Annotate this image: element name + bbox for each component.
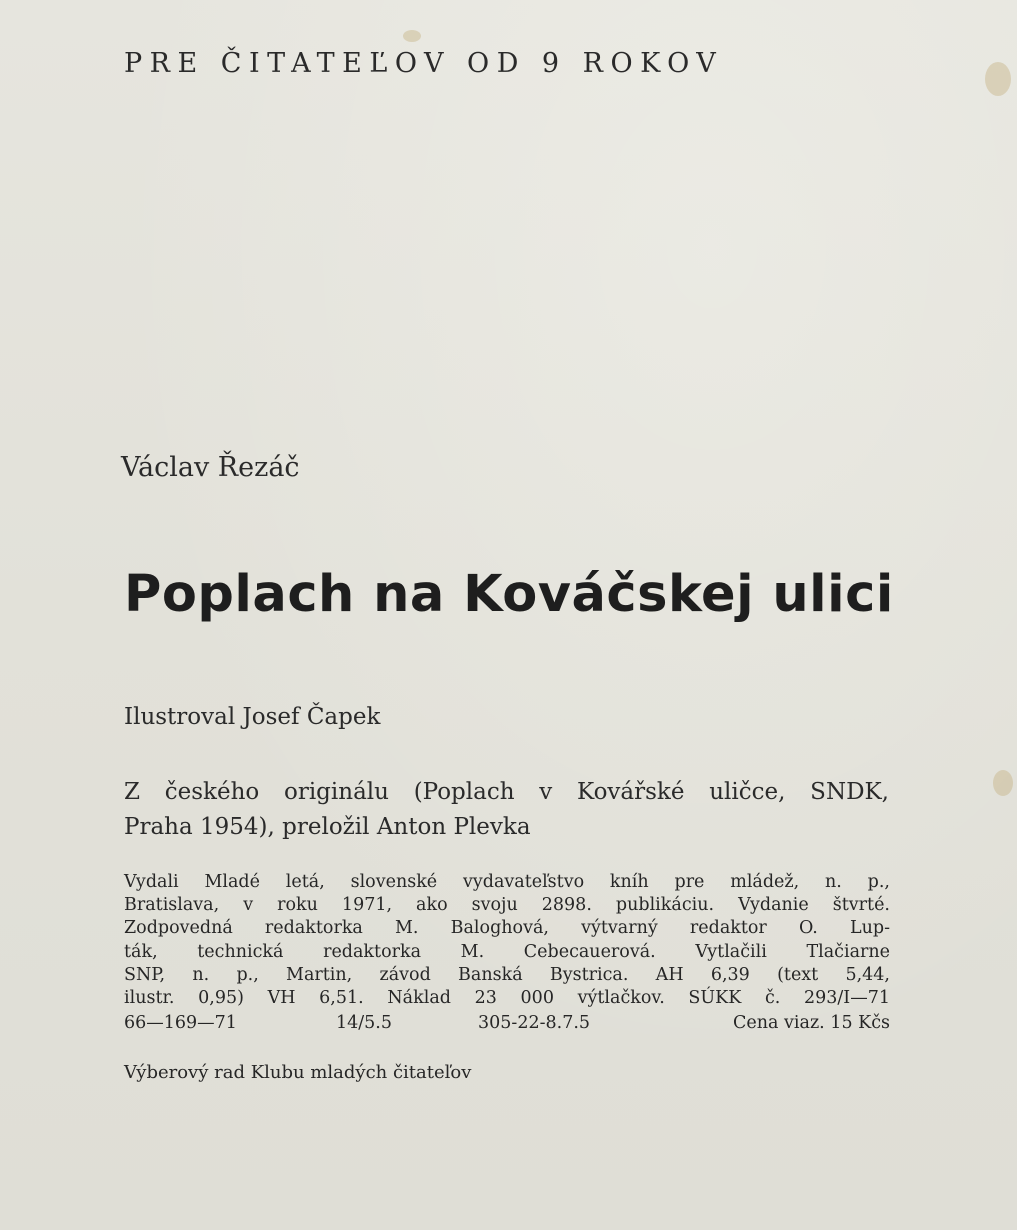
catalog-codes bbox=[124, 1013, 890, 1037]
catalog-code: 14/5.5 bbox=[336, 1013, 392, 1033]
translation-note bbox=[124, 775, 889, 845]
paper-stain bbox=[403, 30, 421, 42]
club-series-line: Výberový rad Klubu mladých čitateľov bbox=[124, 1062, 472, 1083]
imprint-line: SNP, n. p., Martin, závod Banská Bystrica. AH 6,39 (text 5,44, bbox=[124, 964, 890, 985]
price-label: Cena viaz. 15 Kčs bbox=[733, 1013, 890, 1033]
catalog-code: 66—169—71 bbox=[124, 1013, 237, 1033]
imprint-line: ilustr. 0,95) VH 6,51. Náklad 23 000 výtlačkov. SÚKK č. 293/I—71 bbox=[124, 988, 890, 1009]
imprint-line: Vydali Mladé letá, slovenské vydavateľstvo kníh pre mládež, n. p., bbox=[124, 872, 890, 892]
author-name: Václav Řezáč bbox=[121, 452, 300, 483]
publisher-imprint bbox=[124, 871, 890, 1010]
translation-line: Z českého originálu (Poplach v Kovářské uličce, SNDK, bbox=[124, 779, 889, 805]
translation-line: Praha 1954), preložil Anton Plevka bbox=[124, 814, 531, 840]
imprint-line: Bratislava, v roku 1971, ako svoju 2898. publikáciu. Vydanie štvrté. bbox=[124, 895, 890, 916]
catalog-code: 305-22-8.7.5 bbox=[478, 1013, 591, 1033]
imprint-line: ták, technická redaktorka M. Cebecauerová. Vytlačili Tlačiarne bbox=[124, 941, 890, 962]
book-title: Poplach na Kováčskej ulici bbox=[124, 565, 894, 624]
paper-stain bbox=[993, 770, 1013, 796]
paper-stain bbox=[985, 62, 1011, 96]
illustrator-credit: Ilustroval Josef Čapek bbox=[124, 704, 381, 730]
imprint-line: Zodpovedná redaktorka M. Baloghová, výtvarný redaktor O. Lup- bbox=[124, 918, 890, 939]
series-line: PRE ČITATEĽOV OD 9 ROKOV bbox=[124, 48, 724, 79]
